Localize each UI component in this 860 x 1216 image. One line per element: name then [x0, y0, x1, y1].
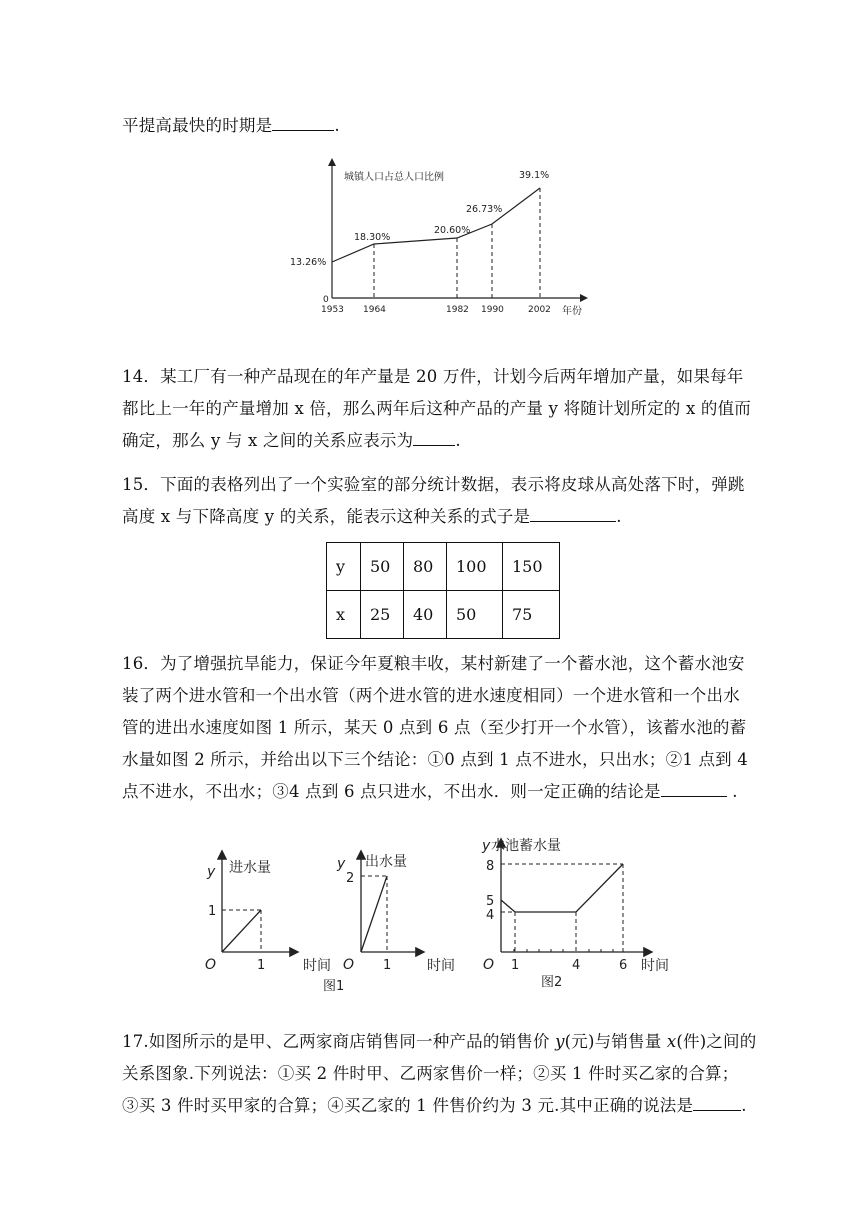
q16-line4: 水量如图 2 所示，并给出以下三个结论：①0 点到 1 点不进水，只出水；②1 点到 4: [122, 750, 749, 769]
year-label: 2002: [528, 305, 551, 315]
water-graphs: [195, 832, 685, 1000]
year-label: 1990: [481, 305, 504, 315]
table-cell: 75: [503, 591, 560, 639]
g3-ytick: 4: [486, 908, 495, 923]
g1-xtick: 1: [257, 958, 266, 973]
q17-line2: 关系图象.下列说法：①买 2 件时甲、乙两家售价一样；②买 1 件时买乙家的合算；: [122, 1064, 739, 1083]
answer-blank: [693, 1096, 741, 1111]
q13-line: 平提高最快的时期是 .: [122, 116, 340, 135]
answer-blank: [530, 507, 616, 522]
g2-ylabel: y: [337, 856, 346, 872]
year-label: 1964: [363, 305, 386, 315]
g2-xlabel: 时间: [427, 958, 455, 974]
g1-origin: O: [205, 957, 217, 973]
g1-title: 进水量: [229, 860, 271, 876]
q14-line1: 14．某工厂有一种产品现在的年产量是 20 万件，计划今后两年增加产量，如果每年: [122, 367, 744, 386]
table-cell: 50: [361, 543, 404, 591]
table-cell: 50: [447, 591, 503, 639]
table-row: [327, 591, 560, 639]
table-cell: 150: [503, 543, 560, 591]
q16-line1: 16．为了增强抗旱能力，保证今年夏粮丰收，某村新建了一个蓄水池，这个蓄水池安: [122, 654, 745, 673]
answer-blank: [661, 782, 727, 797]
value-label: 20.60%: [434, 225, 471, 236]
g3-ytick: 8: [486, 859, 495, 874]
value-label: 39.1%: [519, 170, 550, 181]
value-label: 18.30%: [354, 232, 391, 243]
figure-caption-2: 图2: [541, 975, 563, 990]
origin-label: 0: [323, 295, 329, 305]
q15-line2: 高度 x 与下降高度 y 的关系，能表示这种关系的式子是 .: [122, 507, 622, 526]
g2-origin: O: [343, 957, 355, 973]
answer-blank: [413, 431, 455, 446]
answer-blank: [272, 116, 334, 131]
g3-xtick: 1: [511, 958, 520, 973]
g3-ytick: 5: [486, 894, 495, 909]
chart-title: 城镇人口占总人口比例: [344, 172, 444, 183]
urban-population-chart: [290, 158, 602, 323]
row-header: y: [327, 543, 361, 591]
x-axis-label: 年份: [562, 306, 582, 317]
g3-xtick: 4: [572, 958, 581, 973]
q14-line3: 确定，那么 y 与 x 之间的关系应表示为 .: [122, 431, 461, 450]
q17-line3: ③买 3 件时买甲家的合算；④买乙家的 1 件售价约为 3 元.其中正确的说法是 .: [122, 1096, 747, 1115]
g3-title: 水池蓄水量: [491, 838, 561, 854]
g2-xtick: 1: [383, 958, 392, 973]
g3-ylabel: y: [482, 838, 491, 854]
table-cell: 25: [361, 591, 404, 639]
table-cell: 80: [404, 543, 447, 591]
g1-xlabel: 时间: [303, 958, 331, 974]
table-row: [327, 543, 560, 591]
q14-line2: 都比上一年的产量增加 x 倍，那么两年后这种产品的产量 y 将随计划所定的 x 的值而: [122, 399, 752, 418]
g3-origin: O: [483, 957, 495, 973]
year-label: 1953: [321, 305, 344, 315]
q16-line5: 点不进水，不出水；③4 点到 6 点只进水，不出水．则一定正确的结论是 .: [122, 782, 738, 801]
q17-line1: 17.如图所示的是甲、乙两家商店销售同一种产品的销售价 y(元)与销售量 x(件)之间的: [122, 1032, 757, 1051]
figure-caption-1: 图1: [323, 979, 345, 994]
g3-xlabel: 时间: [641, 958, 669, 974]
q15-line1: 15．下面的表格列出了一个实验室的部分统计数据，表示将皮球从高处落下时，弹跳: [122, 475, 745, 494]
value-label: 13.26%: [290, 257, 327, 268]
table-cell: 100: [447, 543, 503, 591]
g3-xtick: 6: [619, 958, 628, 973]
q16-line3: 管的进出水速度如图 1 所示，某天 0 点到 6 点（至少打开一个水管），该蓄水池的蓄: [122, 718, 747, 737]
row-header: x: [327, 591, 361, 639]
g1-ylabel: y: [207, 864, 216, 880]
g2-title: 出水量: [365, 854, 407, 870]
g2-ytick: 2: [346, 871, 355, 886]
table-cell: 40: [404, 591, 447, 639]
q16-line2: 装了两个进水管和一个出水管（两个进水管的进水速度相同）一个进水管和一个出水: [122, 686, 740, 705]
bounce-data-table: [326, 542, 560, 639]
value-label: 26.73%: [466, 204, 503, 215]
g1-ytick: 1: [208, 904, 217, 919]
year-label: 1982: [446, 305, 469, 315]
